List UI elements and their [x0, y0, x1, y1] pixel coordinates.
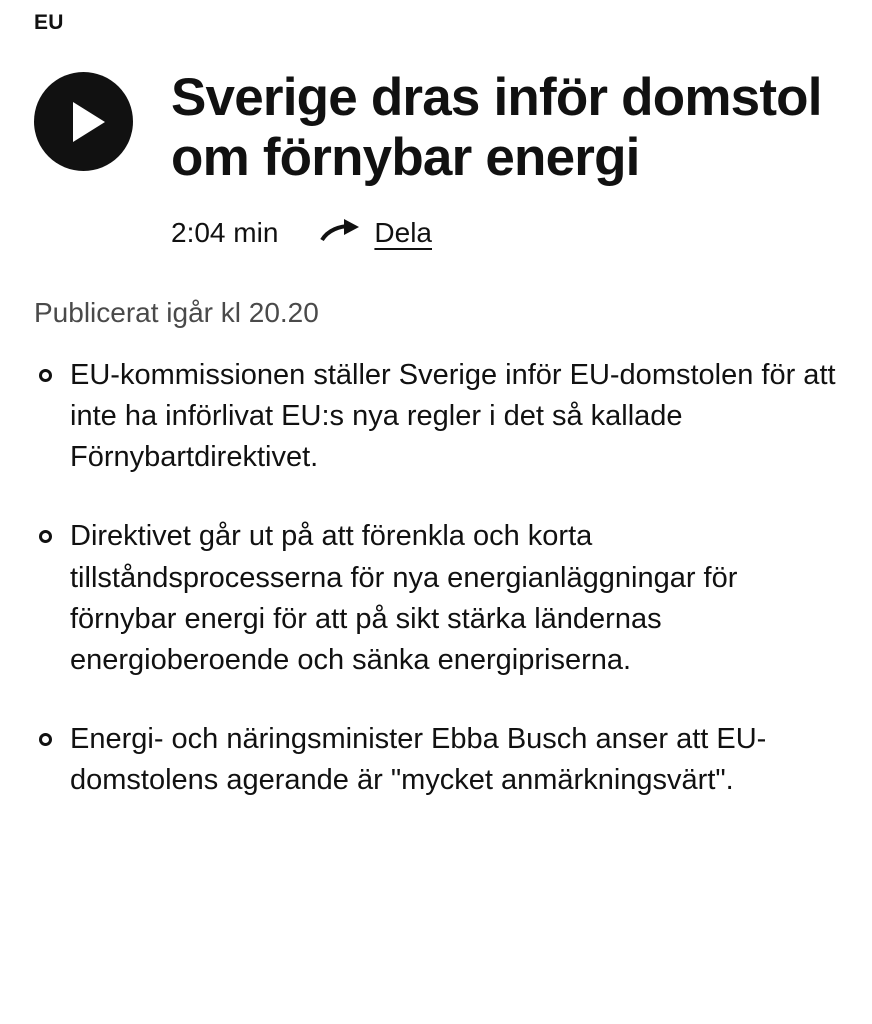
list-item-text: EU-kommissionen ställer Sverige inför EU-domstolen för att inte ha införlivat EU:s nya regler i det så kallade Förnybartdirektivet. — [70, 358, 836, 474]
bullet-circle-icon — [39, 369, 52, 382]
list-item — [34, 516, 838, 681]
list-item-text: Energi- och näringsminister Ebba Busch anser att EU-domstolens agerande är "mycket anmärkningsvärt". — [70, 723, 767, 797]
meta-row — [171, 217, 838, 249]
play-button[interactable] — [34, 72, 133, 171]
headline-block — [133, 68, 838, 249]
share-arrow-icon — [320, 218, 360, 248]
bullet-circle-icon — [39, 733, 52, 746]
publish-timestamp: Publicerat igår kl 20.20 — [34, 296, 319, 328]
play-icon — [73, 102, 105, 142]
article-bullet-list — [34, 355, 838, 802]
share-button[interactable] — [320, 217, 432, 249]
page-title: Sverige dras inför domstol om förnybar energi — [171, 68, 822, 187]
bullet-circle-icon — [39, 530, 52, 543]
audio-duration: 2:04 min — [171, 216, 279, 248]
list-item — [34, 355, 838, 479]
headline-row — [34, 68, 838, 249]
article-kicker[interactable]: EU — [34, 11, 64, 34]
list-item-text: Direktivet går ut på att förenkla och korta tillståndsprocesserna för nya energianläggningar för förnybar energi för att på sikt stärka ländernas energioberoende och sänka energipriserna. — [70, 520, 738, 676]
share-label: Dela — [374, 216, 432, 248]
list-item — [34, 719, 838, 801]
